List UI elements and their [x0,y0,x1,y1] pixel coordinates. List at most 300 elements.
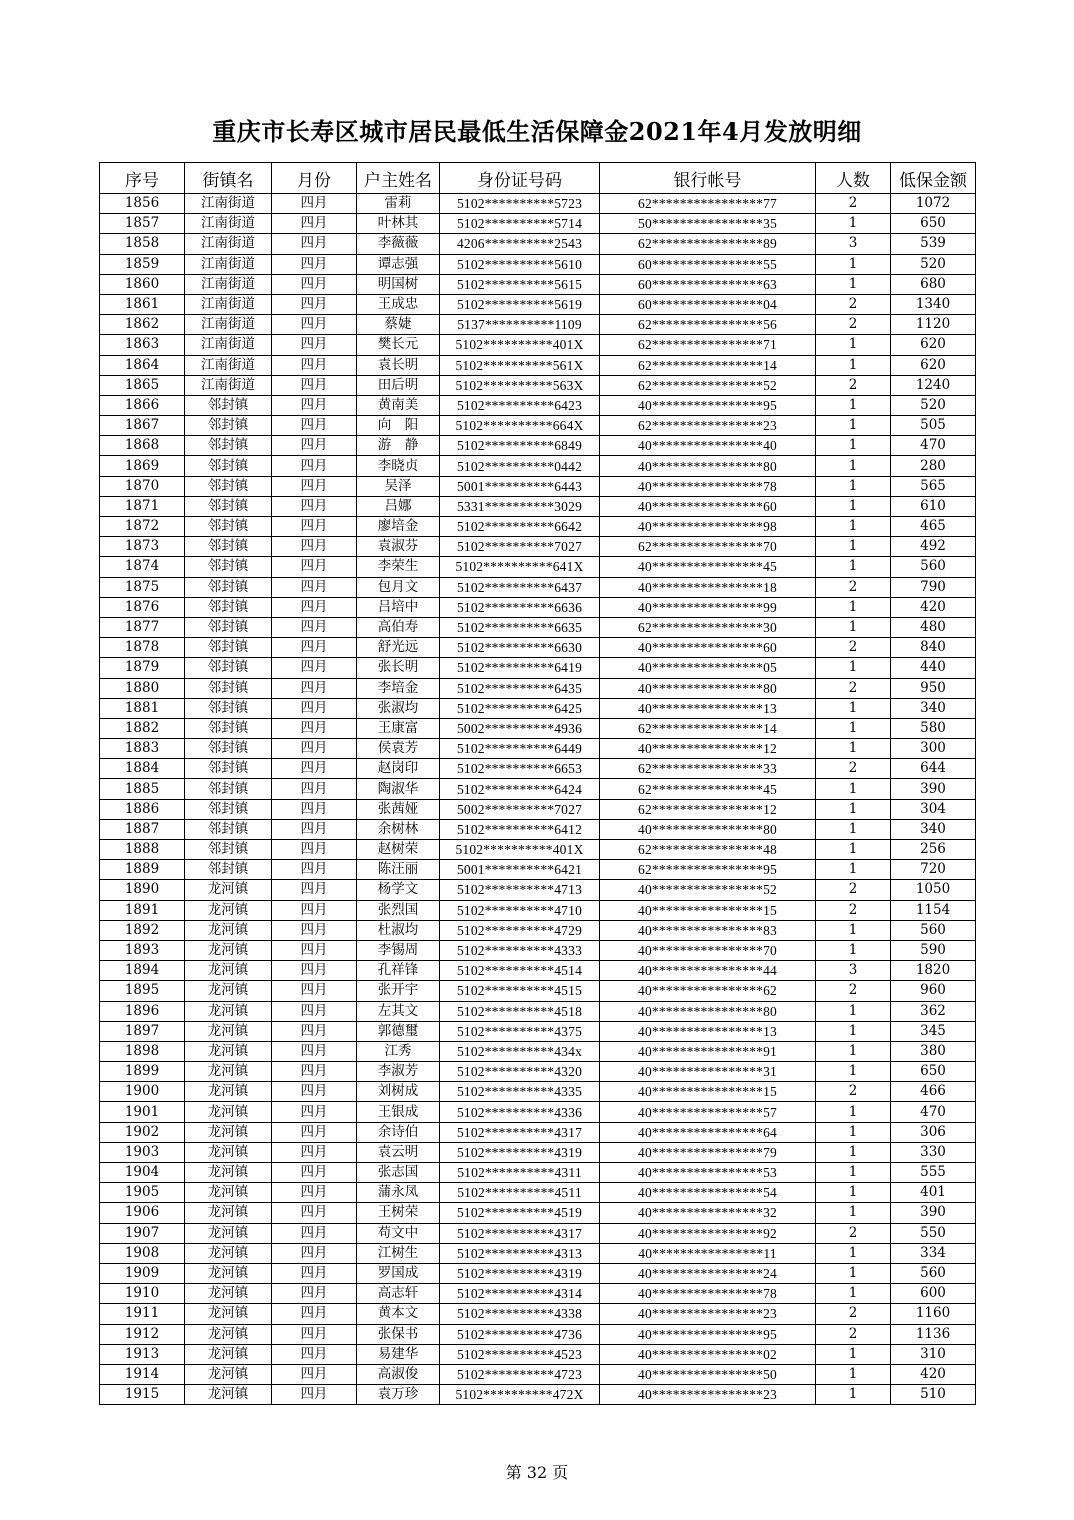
header-bank-account: 银行帐号 [600,163,816,194]
table-row [100,1243,976,1263]
cell-persons: 1 [816,940,891,960]
table-row [100,779,976,799]
cell-serial-no: 1876 [100,597,185,617]
cell-serial-no: 1871 [100,496,185,516]
table-row [100,617,976,637]
cell-amount: 960 [891,981,976,1001]
cell-serial-no: 1904 [100,1163,185,1183]
cell-amount: 304 [891,799,976,819]
cell-bank-account: 62****************14 [600,718,816,738]
cell-id-number: 5102**********4515 [440,981,600,1001]
cell-bank-account: 40****************99 [600,597,816,617]
cell-street-town: 江南街道 [185,375,272,395]
cell-month: 四月 [272,981,357,1001]
cell-amount: 256 [891,840,976,860]
cell-serial-no: 1891 [100,900,185,920]
cell-month: 四月 [272,718,357,738]
cell-persons: 1 [816,920,891,940]
cell-month: 四月 [272,678,357,698]
cell-month: 四月 [272,517,357,537]
cell-amount: 334 [891,1243,976,1263]
table-row [100,860,976,880]
cell-persons: 2 [816,294,891,314]
cell-bank-account: 40****************95 [600,395,816,415]
cell-persons: 1 [816,1344,891,1364]
cell-id-number: 5102**********4523 [440,1344,600,1364]
cell-householder-name: 赵岗印 [357,759,440,779]
cell-persons: 1 [816,1364,891,1384]
cell-id-number: 5102**********4314 [440,1284,600,1304]
cell-serial-no: 1860 [100,274,185,294]
table-row [100,1183,976,1203]
cell-persons: 1 [816,819,891,839]
cell-persons: 1 [816,799,891,819]
cell-serial-no: 1895 [100,981,185,1001]
cell-id-number: 5001**********6443 [440,476,600,496]
cell-street-town: 龙河镇 [185,1041,272,1061]
cell-street-town: 邻封镇 [185,395,272,415]
cell-bank-account: 40****************05 [600,658,816,678]
cell-month: 四月 [272,557,357,577]
cell-serial-no: 1883 [100,739,185,759]
cell-id-number: 5102**********4319 [440,1263,600,1283]
cell-id-number: 5102**********4313 [440,1243,600,1263]
cell-persons: 1 [816,1385,891,1405]
cell-amount: 1154 [891,900,976,920]
cell-month: 四月 [272,496,357,516]
cell-householder-name: 郭德璽 [357,1021,440,1041]
cell-street-town: 邻封镇 [185,658,272,678]
cell-householder-name: 黄南美 [357,395,440,415]
cell-persons: 1 [816,1021,891,1041]
cell-month: 四月 [272,1183,357,1203]
cell-street-town: 江南街道 [185,274,272,294]
cell-amount: 520 [891,395,976,415]
cell-serial-no: 1910 [100,1284,185,1304]
table-row [100,739,976,759]
cell-id-number: 5102**********472X [440,1385,600,1405]
cell-month: 四月 [272,294,357,314]
cell-amount: 440 [891,658,976,678]
cell-month: 四月 [272,961,357,981]
table-row [100,880,976,900]
header-persons: 人数 [816,163,891,194]
cell-serial-no: 1884 [100,759,185,779]
cell-month: 四月 [272,1344,357,1364]
cell-persons: 2 [816,1082,891,1102]
cell-serial-no: 1872 [100,517,185,537]
cell-persons: 1 [816,1142,891,1162]
table-row [100,1001,976,1021]
table-row [100,920,976,940]
cell-persons: 1 [816,698,891,718]
cell-amount: 680 [891,274,976,294]
cell-persons: 1 [816,1263,891,1283]
table-row [100,597,976,617]
cell-serial-no: 1882 [100,718,185,738]
cell-bank-account: 62****************14 [600,355,816,375]
cell-amount: 510 [891,1385,976,1405]
cell-id-number: 5102**********6653 [440,759,600,779]
cell-householder-name: 李荣生 [357,557,440,577]
cell-householder-name: 陶淑华 [357,779,440,799]
cell-persons: 1 [816,840,891,860]
cell-persons: 1 [816,537,891,557]
table-row [100,819,976,839]
cell-month: 四月 [272,819,357,839]
cell-month: 四月 [272,234,357,254]
cell-street-town: 邻封镇 [185,819,272,839]
cell-street-town: 龙河镇 [185,1203,272,1223]
cell-id-number: 5102**********434x [440,1041,600,1061]
cell-amount: 470 [891,1102,976,1122]
cell-street-town: 江南街道 [185,294,272,314]
cell-serial-no: 1875 [100,577,185,597]
table-row [100,496,976,516]
cell-serial-no: 1880 [100,678,185,698]
cell-id-number: 5331**********3029 [440,496,600,516]
cell-amount: 1136 [891,1324,976,1344]
cell-householder-name: 田后明 [357,375,440,395]
cell-month: 四月 [272,1364,357,1384]
cell-bank-account: 40****************15 [600,1082,816,1102]
cell-id-number: 5102**********5615 [440,274,600,294]
cell-street-town: 龙河镇 [185,900,272,920]
cell-id-number: 5102**********4710 [440,900,600,920]
table-row [100,759,976,779]
cell-street-town: 邻封镇 [185,517,272,537]
cell-householder-name: 江秀 [357,1041,440,1061]
cell-persons: 1 [816,1284,891,1304]
cell-amount: 362 [891,1001,976,1021]
cell-bank-account: 40****************44 [600,961,816,981]
table-row [100,961,976,981]
cell-amount: 380 [891,1041,976,1061]
cell-serial-no: 1878 [100,638,185,658]
cell-serial-no: 1909 [100,1263,185,1283]
cell-id-number: 5102**********4713 [440,880,600,900]
cell-amount: 306 [891,1122,976,1142]
cell-serial-no: 1888 [100,840,185,860]
cell-persons: 2 [816,981,891,1001]
cell-month: 四月 [272,335,357,355]
cell-persons: 2 [816,315,891,335]
cell-persons: 1 [816,597,891,617]
cell-serial-no: 1915 [100,1385,185,1405]
cell-bank-account: 40****************18 [600,577,816,597]
cell-month: 四月 [272,214,357,234]
cell-amount: 840 [891,638,976,658]
cell-householder-name: 吕娜 [357,496,440,516]
cell-street-town: 江南街道 [185,254,272,274]
cell-householder-name: 苟文中 [357,1223,440,1243]
cell-serial-no: 1879 [100,658,185,678]
cell-amount: 505 [891,416,976,436]
cell-bank-account: 62****************23 [600,416,816,436]
cell-amount: 420 [891,1364,976,1384]
cell-id-number: 4206**********2543 [440,234,600,254]
cell-month: 四月 [272,638,357,658]
cell-street-town: 龙河镇 [185,1062,272,1082]
cell-bank-account: 62****************45 [600,779,816,799]
cell-amount: 1340 [891,294,976,314]
cell-street-town: 龙河镇 [185,1324,272,1344]
cell-householder-name: 廖培金 [357,517,440,537]
cell-id-number: 5102**********4333 [440,940,600,960]
cell-serial-no: 1861 [100,294,185,314]
cell-month: 四月 [272,1203,357,1223]
cell-amount: 1050 [891,880,976,900]
cell-amount: 610 [891,496,976,516]
cell-street-town: 江南街道 [185,315,272,335]
cell-month: 四月 [272,920,357,940]
cell-id-number: 5102**********4723 [440,1364,600,1384]
table-row [100,1263,976,1283]
cell-street-town: 龙河镇 [185,920,272,940]
cell-month: 四月 [272,476,357,496]
cell-id-number: 5102**********4319 [440,1142,600,1162]
cell-amount: 420 [891,597,976,617]
cell-id-number: 5102**********6424 [440,779,600,799]
cell-serial-no: 1857 [100,214,185,234]
cell-persons: 2 [816,1324,891,1344]
cell-persons: 1 [816,658,891,678]
header-serial-no: 序号 [100,163,185,194]
cell-bank-account: 60****************55 [600,254,816,274]
cell-month: 四月 [272,779,357,799]
cell-serial-no: 1856 [100,194,185,214]
cell-month: 四月 [272,1304,357,1324]
cell-bank-account: 40****************45 [600,557,816,577]
cell-serial-no: 1896 [100,1001,185,1021]
cell-id-number: 5102**********4317 [440,1122,600,1142]
cell-serial-no: 1870 [100,476,185,496]
cell-street-town: 龙河镇 [185,1304,272,1324]
cell-serial-no: 1894 [100,961,185,981]
cell-persons: 1 [816,335,891,355]
cell-bank-account: 40****************50 [600,1364,816,1384]
cell-amount: 565 [891,476,976,496]
cell-persons: 1 [816,1102,891,1122]
cell-id-number: 5102**********4311 [440,1163,600,1183]
cell-householder-name: 张志国 [357,1163,440,1183]
cell-bank-account: 60****************63 [600,274,816,294]
cell-street-town: 邻封镇 [185,739,272,759]
cell-street-town: 龙河镇 [185,1385,272,1405]
cell-serial-no: 1900 [100,1082,185,1102]
cell-month: 四月 [272,194,357,214]
table-row [100,1102,976,1122]
cell-serial-no: 1868 [100,436,185,456]
cell-street-town: 邻封镇 [185,476,272,496]
cell-bank-account: 62****************70 [600,537,816,557]
cell-amount: 720 [891,860,976,880]
cell-month: 四月 [272,759,357,779]
cell-month: 四月 [272,1243,357,1263]
cell-serial-no: 1905 [100,1183,185,1203]
cell-amount: 401 [891,1183,976,1203]
table-row [100,214,976,234]
table-row [100,1364,976,1384]
cell-serial-no: 1862 [100,315,185,335]
cell-id-number: 5102**********6642 [440,517,600,537]
cell-householder-name: 舒光远 [357,638,440,658]
cell-street-town: 龙河镇 [185,1021,272,1041]
cell-id-number: 5102**********6849 [440,436,600,456]
cell-householder-name: 江树生 [357,1243,440,1263]
table-row [100,1041,976,1061]
table-row [100,1021,976,1041]
cell-bank-account: 40****************91 [600,1041,816,1061]
cell-amount: 470 [891,436,976,456]
cell-amount: 1160 [891,1304,976,1324]
header-month: 月份 [272,163,357,194]
cell-serial-no: 1890 [100,880,185,900]
cell-bank-account: 40****************95 [600,1324,816,1344]
cell-bank-account: 40****************83 [600,920,816,940]
cell-amount: 644 [891,759,976,779]
header-street-town: 街镇名 [185,163,272,194]
cell-id-number: 5137**********1109 [440,315,600,335]
cell-persons: 2 [816,900,891,920]
cell-householder-name: 高志轩 [357,1284,440,1304]
cell-serial-no: 1869 [100,456,185,476]
cell-street-town: 龙河镇 [185,880,272,900]
cell-id-number: 5102**********4736 [440,1324,600,1344]
cell-amount: 390 [891,779,976,799]
cell-serial-no: 1873 [100,537,185,557]
cell-amount: 550 [891,1223,976,1243]
cell-street-town: 邻封镇 [185,718,272,738]
cell-month: 四月 [272,1122,357,1142]
cell-street-town: 邻封镇 [185,698,272,718]
cell-persons: 2 [816,194,891,214]
cell-bank-account: 40****************52 [600,880,816,900]
cell-month: 四月 [272,1163,357,1183]
cell-persons: 3 [816,234,891,254]
table-row [100,638,976,658]
cell-serial-no: 1897 [100,1021,185,1041]
cell-persons: 1 [816,476,891,496]
cell-bank-account: 40****************62 [600,981,816,1001]
cell-street-town: 邻封镇 [185,638,272,658]
cell-serial-no: 1885 [100,779,185,799]
cell-month: 四月 [272,1102,357,1122]
cell-street-town: 江南街道 [185,234,272,254]
header-row [100,163,976,194]
table-row [100,194,976,214]
cell-bank-account: 62****************95 [600,860,816,880]
cell-month: 四月 [272,597,357,617]
table-row [100,436,976,456]
cell-householder-name: 吕培中 [357,597,440,617]
cell-bank-account: 40****************24 [600,1263,816,1283]
cell-month: 四月 [272,375,357,395]
cell-street-town: 龙河镇 [185,1142,272,1162]
cell-persons: 2 [816,678,891,698]
cell-id-number: 5102**********6630 [440,638,600,658]
cell-amount: 1240 [891,375,976,395]
cell-householder-name: 赵树荣 [357,840,440,860]
cell-street-town: 邻封镇 [185,617,272,637]
cell-householder-name: 叶林其 [357,214,440,234]
cell-bank-account: 50****************35 [600,214,816,234]
cell-persons: 1 [816,718,891,738]
cell-bank-account: 62****************56 [600,315,816,335]
header-id-number: 身份证号码 [440,163,600,194]
cell-serial-no: 1887 [100,819,185,839]
cell-persons: 1 [816,779,891,799]
cell-persons: 1 [816,1122,891,1142]
cell-serial-no: 1863 [100,335,185,355]
cell-serial-no: 1912 [100,1324,185,1344]
cell-street-town: 龙河镇 [185,1263,272,1283]
cell-month: 四月 [272,1385,357,1405]
cell-month: 四月 [272,274,357,294]
cell-id-number: 5102**********4338 [440,1304,600,1324]
table-row [100,1304,976,1324]
cell-month: 四月 [272,1142,357,1162]
cell-persons: 1 [816,1203,891,1223]
cell-id-number: 5102**********4317 [440,1223,600,1243]
cell-id-number: 5102**********4320 [440,1062,600,1082]
cell-bank-account: 40****************80 [600,456,816,476]
cell-month: 四月 [272,254,357,274]
table-row [100,698,976,718]
cell-amount: 620 [891,355,976,375]
cell-id-number: 5102**********4514 [440,961,600,981]
cell-persons: 2 [816,577,891,597]
cell-street-town: 龙河镇 [185,940,272,960]
table-row [100,940,976,960]
cell-street-town: 龙河镇 [185,1243,272,1263]
cell-serial-no: 1906 [100,1203,185,1223]
cell-month: 四月 [272,1284,357,1304]
cell-bank-account: 40****************13 [600,1021,816,1041]
cell-bank-account: 40****************70 [600,940,816,960]
table-row [100,537,976,557]
cell-bank-account: 40****************15 [600,900,816,920]
cell-id-number: 5002**********4936 [440,718,600,738]
cell-householder-name: 吴泽 [357,476,440,496]
cell-id-number: 5102**********4336 [440,1102,600,1122]
cell-month: 四月 [272,416,357,436]
cell-serial-no: 1864 [100,355,185,375]
cell-bank-account: 40****************80 [600,678,816,698]
cell-householder-name: 罗国成 [357,1263,440,1283]
cell-amount: 555 [891,1163,976,1183]
cell-id-number: 5102**********561X [440,355,600,375]
cell-street-town: 江南街道 [185,335,272,355]
table-row [100,557,976,577]
table-row [100,375,976,395]
cell-street-town: 龙河镇 [185,961,272,981]
cell-amount: 580 [891,718,976,738]
cell-householder-name: 侯袁芳 [357,739,440,759]
cell-bank-account: 40****************32 [600,1203,816,1223]
cell-serial-no: 1881 [100,698,185,718]
cell-amount: 600 [891,1284,976,1304]
cell-month: 四月 [272,940,357,960]
cell-householder-name: 蒲永凤 [357,1183,440,1203]
cell-householder-name: 张烈国 [357,900,440,920]
cell-householder-name: 张保书 [357,1324,440,1344]
cell-bank-account: 40****************60 [600,638,816,658]
cell-month: 四月 [272,1001,357,1021]
cell-street-town: 龙河镇 [185,1122,272,1142]
cell-serial-no: 1866 [100,395,185,415]
cell-persons: 2 [816,1304,891,1324]
